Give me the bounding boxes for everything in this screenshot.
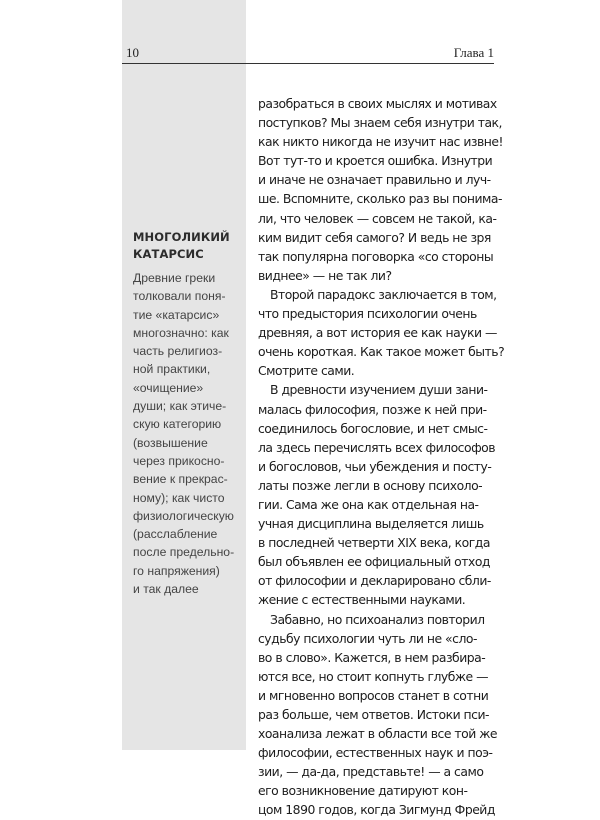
paragraph-first-line: Забавно, но психоанализ повторил — [270, 611, 485, 627]
paragraph-first-line: Второй парадокс заключается в том, — [270, 286, 497, 302]
sidebar-line: толковали поня- — [133, 289, 226, 304]
header-rule — [122, 63, 494, 64]
text-line: хоанализа лежат в области все той же — [258, 726, 497, 742]
text-line: ким видит себя самого? И ведь не зря — [258, 229, 491, 245]
sidebar-line: многозначно: как — [133, 325, 229, 340]
text-line: и богословов, чьи убеждения и посту- — [258, 458, 492, 474]
page-number: 10 — [126, 45, 139, 60]
sidebar-line: го напряжения) — [133, 563, 220, 578]
sidebar-line: после предельно- — [133, 545, 235, 560]
text-line: философии, естественных наук и поэ- — [258, 745, 493, 761]
text-line: так популярна поговорка «со стороны — [258, 248, 494, 264]
text-line: поступков? Мы знаем себя изнутри так, — [258, 115, 502, 131]
text-line: учная дисциплина выделяется лишь — [258, 516, 484, 532]
sidebar-line: «очищение» — [133, 380, 204, 395]
sidebar-note — [133, 229, 243, 598]
text-line: был объявлен ее официальный отход — [258, 554, 490, 570]
sidebar-line: ному); как чисто — [133, 490, 225, 505]
sidebar-line: часть религиоз- — [133, 344, 223, 359]
text-line: его возникновение датируют кон- — [258, 783, 468, 799]
text-line: как никто никогда не изучит нас извне! — [258, 134, 503, 150]
text-line: судьбу психологии чуть ли не «сло- — [258, 630, 477, 646]
main-body-text — [258, 94, 505, 820]
running-head: Глава 1 — [453, 45, 494, 60]
sidebar-title-line: МНОГОЛИКИЙ — [133, 230, 230, 244]
text-line: виднее» — не так ли? — [258, 267, 392, 283]
text-line: очень короткая. Как такое может быть? — [258, 344, 505, 360]
text-line: ше. Вспомните, сколько раз вы понима- — [258, 191, 502, 207]
text-line: жение с естественными науками. — [258, 592, 466, 608]
sidebar-title-line: КАТАРСИС — [133, 247, 204, 261]
sidebar-body — [133, 269, 243, 598]
sidebar-line: ной практики, — [133, 362, 211, 377]
text-line: и иначе не означает правильно и луч- — [258, 172, 491, 188]
sidebar-line: (расслабление — [133, 527, 218, 542]
sidebar-line: вение к прекрас- — [133, 472, 228, 487]
text-line: Вот тут-то и кроется ошибка. Изнутри — [258, 153, 493, 169]
text-line: ла здесь перечислять всех философов — [258, 439, 496, 455]
text-line: разобраться в своих мыслях и мотивах — [258, 96, 497, 111]
text-line: гии. Сама же она как отдельная на- — [258, 496, 479, 512]
text-line: Смотрите сами. — [258, 363, 355, 379]
sidebar-title — [133, 229, 243, 263]
text-line: ются все, но стоит копнуть глубже — — [258, 668, 488, 684]
text-line: от философии и декларировано сбли- — [258, 573, 491, 589]
text-line: ли, что человек — совсем не такой, ка- — [258, 210, 497, 226]
sidebar-line: физиологическую — [133, 508, 234, 523]
text-line: латы позже легли в основу психоло- — [258, 477, 483, 493]
text-line: цом 1890 годов, когда Зигмунд Фрейд — [258, 802, 495, 818]
text-line: малась философия, позже к ней при- — [258, 401, 487, 417]
text-line: древняя, а вот история ее как науки — — [258, 325, 497, 341]
text-line: что предыстория психологии очень — [258, 306, 477, 322]
text-line: во в слово». Кажется, в нем разбира- — [258, 649, 486, 665]
text-line: в последней четверти XIX века, когда — [258, 535, 490, 551]
sidebar-line: тие «катарсис» — [133, 307, 220, 322]
text-line: и мгновенно вопросов станет в сотни — [258, 687, 489, 703]
sidebar-line: души; как этиче- — [133, 399, 227, 414]
text-line: соединилось богословие, и нет смыс- — [258, 420, 488, 436]
sidebar-line: Древние греки — [133, 271, 216, 285]
text-line: раз больше, чем ответов. Истоки пси- — [258, 707, 489, 722]
text-line: зии, — да-да, представьте! — а само — [258, 764, 484, 780]
paragraph-first-line: В древности изучением души зани- — [270, 382, 488, 398]
sidebar-line: скую категорию — [133, 417, 222, 432]
sidebar-line: через прикосно- — [133, 453, 225, 468]
sidebar-line: (возвышение — [133, 435, 208, 450]
sidebar-line: и так далее — [133, 582, 199, 597]
